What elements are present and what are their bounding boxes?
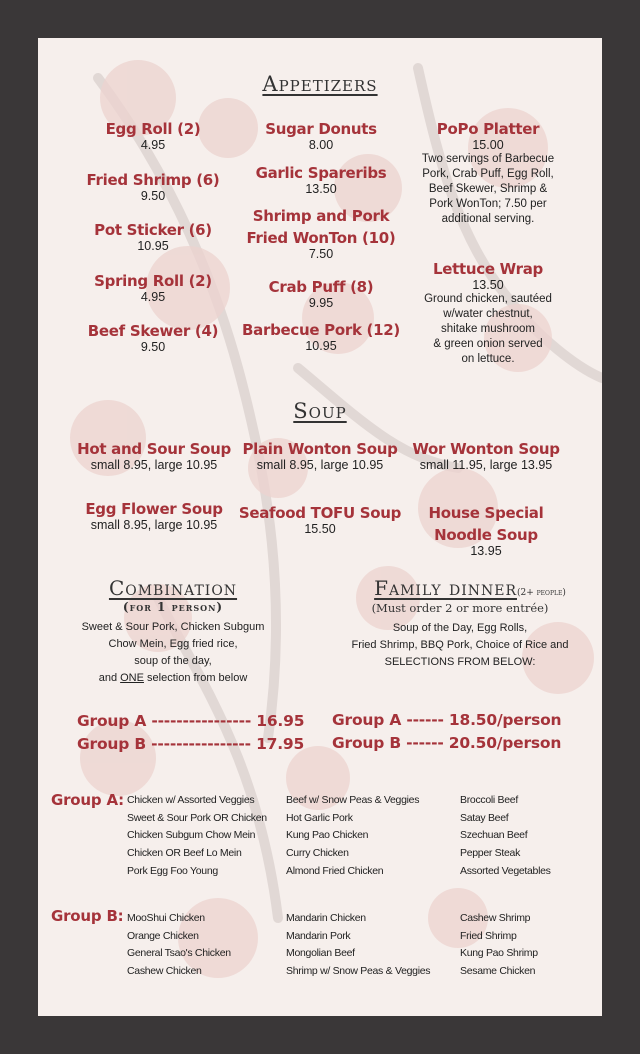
item-price: small 11.95, large 13.95 bbox=[419, 458, 553, 472]
item-desc-line: & green onion served bbox=[433, 338, 543, 350]
group-a-column-2 bbox=[286, 792, 419, 881]
item-desc-line: shitake mushroom bbox=[441, 323, 535, 335]
dish: General Tsao's Chicken bbox=[127, 947, 231, 960]
group-b-column-3 bbox=[460, 910, 538, 981]
appetizer-crab-puff bbox=[226, 278, 416, 310]
appetizer-pot-sticker bbox=[58, 221, 248, 253]
combination-group-a-price: Group A ---------------- 16.95 bbox=[77, 712, 305, 730]
item-price: 15.50 bbox=[304, 522, 336, 536]
combination-desc-line: Sweet & Sour Pork, Chicken Subgum bbox=[81, 621, 265, 633]
item-name: Hot and Sour Soup bbox=[77, 440, 231, 458]
item-name: House Special bbox=[428, 504, 544, 522]
item-price: 4.95 bbox=[140, 138, 166, 152]
appetizer-popo-platter bbox=[398, 120, 578, 227]
item-price: small 8.95, large 10.95 bbox=[256, 458, 384, 472]
item-price: 8.00 bbox=[308, 138, 334, 152]
soup-heading: Soup bbox=[293, 399, 347, 423]
item-name: Pot Sticker (6) bbox=[94, 221, 212, 239]
soup-plain-wonton bbox=[234, 440, 406, 472]
dish: Sesame Chicken bbox=[460, 965, 536, 978]
item-desc-line: Pork, Crab Puff, Egg Roll, bbox=[422, 168, 554, 180]
soup-egg-flower bbox=[68, 500, 240, 532]
item-desc-line: Ground chicken, sautéed bbox=[424, 293, 552, 305]
dish: Kung Pao Shrimp bbox=[460, 947, 538, 960]
appetizer-beef-skewer bbox=[58, 322, 248, 354]
item-price: 9.50 bbox=[140, 189, 166, 203]
item-name: Shrimp and Pork bbox=[252, 207, 390, 225]
item-name-line2: Fried WonTon (10) bbox=[246, 229, 396, 247]
item-price: 13.50 bbox=[472, 278, 504, 292]
family-desc-line: Soup of the Day, Egg Rolls, bbox=[392, 622, 528, 634]
dish: Cashew Shrimp bbox=[460, 912, 531, 924]
item-name: Egg Roll (2) bbox=[105, 120, 201, 138]
combination-section bbox=[68, 576, 278, 687]
dish: Pork Egg Foo Young bbox=[127, 864, 218, 877]
soup-seafood-tofu bbox=[234, 504, 406, 536]
item-price: 15.00 bbox=[472, 138, 504, 152]
combination-desc-line: Chow Mein, Egg fried rice, bbox=[108, 638, 238, 650]
item-price: 10.95 bbox=[305, 339, 337, 353]
item-name: Wor Wonton Soup bbox=[412, 440, 560, 458]
dish: Cashew Chicken bbox=[127, 965, 202, 978]
group-b-column-2 bbox=[286, 910, 430, 981]
item-desc-line: Pork WonTon; 7.50 per bbox=[429, 198, 547, 210]
dish: Fried Shrimp bbox=[460, 929, 517, 942]
item-name-line2: Noodle Soup bbox=[434, 526, 538, 544]
item-price: 10.95 bbox=[137, 239, 169, 253]
group-a-label: Group A: bbox=[51, 791, 124, 809]
appetizer-garlic-spareribs bbox=[226, 164, 416, 196]
dish: Chicken Subgum Chow Mein bbox=[127, 829, 256, 842]
item-price: 9.95 bbox=[308, 296, 334, 310]
family-group-a-price: Group A ------ 18.50/person bbox=[332, 711, 562, 729]
item-desc-line: additional serving. bbox=[441, 213, 535, 225]
appetizer-spring-roll bbox=[58, 272, 248, 304]
item-desc-line: Two servings of Barbecue bbox=[421, 153, 555, 165]
dish: Chicken w/ Assorted Veggies bbox=[127, 794, 255, 806]
item-name: Garlic Spareribs bbox=[255, 164, 387, 182]
dish: Pepper Steak bbox=[460, 847, 521, 860]
item-name: Spring Roll (2) bbox=[94, 272, 212, 290]
family-dinner-subtitle: (Must order 2 or more entrée) bbox=[371, 601, 549, 615]
family-desc-line: SELECTIONS FROM BELOW: bbox=[384, 656, 536, 668]
dish: Curry Chicken bbox=[286, 847, 349, 860]
dish: Sweet & Sour Pork OR Chicken bbox=[127, 811, 267, 824]
appetizer-shrimp-pork-wonton bbox=[226, 207, 416, 261]
desc-text: selection from below bbox=[143, 672, 248, 684]
appetizers-heading: Appetizers bbox=[262, 72, 378, 96]
soup-hot-and-sour bbox=[68, 440, 240, 472]
appetizer-lettuce-wrap bbox=[398, 260, 578, 367]
item-desc-line: w/water chestnut, bbox=[443, 308, 533, 320]
item-price: small 8.95, large 10.95 bbox=[90, 518, 218, 532]
group-a-column-1 bbox=[127, 792, 267, 881]
dish: Hot Garlic Pork bbox=[286, 811, 353, 824]
combination-heading: Combination bbox=[108, 576, 238, 600]
dish: Szechuan Beef bbox=[460, 829, 528, 842]
desc-emphasis: ONE bbox=[120, 672, 144, 684]
family-dinner-section bbox=[338, 576, 602, 671]
combination-desc-line: soup of the day, bbox=[134, 655, 212, 667]
dish: Orange Chicken bbox=[127, 929, 199, 942]
item-price: 4.95 bbox=[140, 290, 166, 304]
family-group-b-price: Group B ------ 20.50/person bbox=[332, 734, 562, 752]
item-name: PoPo Platter bbox=[436, 120, 540, 138]
soup-house-special-noodle bbox=[400, 504, 572, 558]
item-name: Fried Shrimp (6) bbox=[86, 171, 220, 189]
item-price: small 8.95, large 10.95 bbox=[90, 458, 218, 472]
item-name: Plain Wonton Soup bbox=[242, 440, 398, 458]
item-name: Crab Puff (8) bbox=[268, 278, 374, 296]
group-b-label: Group B: bbox=[51, 907, 124, 925]
appetizer-barbecue-pork bbox=[226, 321, 416, 353]
appetizer-egg-roll bbox=[58, 120, 248, 152]
dish: Beef w/ Snow Peas & Veggies bbox=[286, 794, 420, 806]
item-name: Lettuce Wrap bbox=[433, 260, 543, 278]
combination-desc-last-line bbox=[68, 670, 278, 687]
appetizer-fried-shrimp bbox=[58, 171, 248, 203]
family-dinner-note: (2+ people) bbox=[516, 588, 566, 598]
dish: MooShui Chicken bbox=[127, 912, 205, 924]
group-b-column-1 bbox=[127, 910, 231, 981]
dish: Shrimp w/ Snow Peas & Veggies bbox=[286, 965, 431, 978]
desc-text: and bbox=[98, 672, 121, 684]
family-dinner-heading: Family dinner bbox=[374, 576, 517, 600]
combination-group-b-price: Group B ---------------- 17.95 bbox=[77, 735, 305, 753]
item-name: Egg Flower Soup bbox=[85, 500, 223, 518]
soup-wor-wonton bbox=[400, 440, 572, 472]
combination-subtitle: (for 1 person) bbox=[122, 600, 224, 614]
item-name: Seafood TOFU Soup bbox=[238, 504, 402, 522]
dish: Almond Fried Chicken bbox=[286, 864, 384, 877]
item-price: 7.50 bbox=[308, 247, 334, 261]
item-name: Barbecue Pork (12) bbox=[242, 321, 400, 339]
group-a-column-3 bbox=[460, 792, 551, 881]
item-price: 9.50 bbox=[140, 340, 166, 354]
dish: Broccoli Beef bbox=[460, 794, 518, 806]
dish: Mandarin Pork bbox=[286, 929, 351, 942]
dish: Mandarin Chicken bbox=[286, 912, 366, 924]
menu-page bbox=[38, 38, 602, 1016]
dish: Kung Pao Chicken bbox=[286, 829, 369, 842]
appetizer-sugar-donuts bbox=[226, 120, 416, 152]
item-desc-line: Beef Skewer, Shrimp & bbox=[428, 183, 548, 195]
item-name: Sugar Donuts bbox=[265, 120, 377, 138]
item-price: 13.50 bbox=[305, 182, 337, 196]
item-price: 13.95 bbox=[470, 544, 502, 558]
family-desc-line: Fried Shrimp, BBQ Pork, Choice of Rice and bbox=[351, 639, 569, 651]
dish: Satay Beef bbox=[460, 811, 509, 824]
item-desc-line: on lettuce. bbox=[461, 353, 515, 365]
dish: Assorted Vegetables bbox=[460, 864, 551, 877]
item-name: Beef Skewer (4) bbox=[87, 322, 219, 340]
dish: Chicken OR Beef Lo Mein bbox=[127, 847, 242, 860]
dish: Mongolian Beef bbox=[286, 947, 355, 960]
